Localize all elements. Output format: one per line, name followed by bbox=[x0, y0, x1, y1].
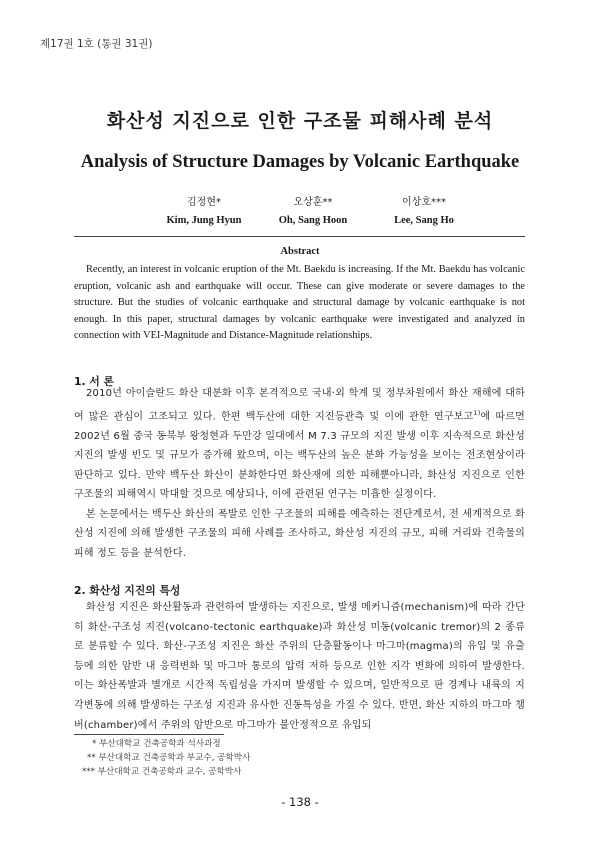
section-2-paragraph-1: 화산성 지진은 화산활동과 관련하여 발생하는 지진으로, 발생 메커니즘(mechanism)에 따라 간단히 화산-구조성 지진(volcano-tectonic earthquake)과 화산성 미동(volcanic tremor)의 2 종류로 분류할 수 있다. 화산-구조성 지진은 화산 주위의 단층활동이나 마그마(magma)의 유입 및 유출 등에 의한 암반 내 응력변화 및 마그마 통로의 압력 저하 등으로 인한 지각 변화에 의하여 발생한다. 이는 화산폭발과 별개로 시간적 독립성을 가지며 발생할 수 있으며, 일반적으로 판 경계나 내륙의 지각변동에 의해 발생하는 구조성 지진과 유사한 진동특성을 가질 수 있다. 반면, 화산 지하의 마그마 챔버(chamber)에서 주위의 암반으로 마그마가 불안정적으로 유입되 bbox=[74, 602, 525, 731]
section-2-body bbox=[74, 598, 525, 735]
section-1-title: 1. 서 론 bbox=[74, 375, 114, 388]
footnote-1: * 부산대학교 건축공학과 석사과정 bbox=[92, 739, 221, 749]
title-divider bbox=[74, 236, 525, 237]
footnote-2: ** 부산대학교 건축공학과 부교수, 공학박사 bbox=[87, 752, 251, 763]
paper-title-korean: 화산성 지진으로 인한 구조물 피해사례 분석 bbox=[106, 110, 494, 132]
footnotes bbox=[84, 738, 250, 779]
journal-header: 제17권 1호 (통권 31권) bbox=[40, 38, 153, 50]
section-1-body bbox=[74, 384, 525, 564]
footnote-divider bbox=[74, 734, 224, 735]
author-name-korean: 김정현* bbox=[187, 197, 221, 208]
author-name-english: Lee, Sang Ho bbox=[394, 215, 454, 226]
section-1-paragraph-2: 본 논문에서는 백두산 화산의 폭발로 인한 구조물의 피해를 예측하는 전단계로서, 전 세계적으로 화산성 지진에 의해 발생한 구조물의 피해 사례를 조사하고, 화산성 지진의 규모, 피해 거리와 건축물의 피해 정도 등을 분석한다. bbox=[74, 508, 525, 560]
section-1-paragraph-1 bbox=[74, 384, 525, 505]
author-name-english: Oh, Sang Hoon bbox=[278, 215, 348, 226]
abstract-heading: Abstract bbox=[280, 246, 320, 257]
abstract-text: Recently, an interest in volcanic eruption of the Mt. Baekdu is increasing. If the Mt. Baekdu has volcanic eruption, volcanic ash and earthquake will occur. These can give moderate or severe damages to the structure. But the studies of volcanic earthquake and structural damage by volcanic earthquake is not enough. In this paper, structural damages by volcanic earthquake were investigated and analyzed in connection with VEI-Magnitude and Distance-Magnitude relationships. bbox=[74, 264, 525, 342]
page-number: - 138 - bbox=[281, 795, 319, 809]
author-name-korean: 오상훈** bbox=[293, 197, 333, 208]
section-2-title: 2. 화산성 지진의 특성 bbox=[74, 584, 181, 597]
paper-title-english: Analysis of Structure Damages by Volcanic Earthquake bbox=[80, 152, 520, 172]
reference-superscript: 1) bbox=[473, 408, 481, 417]
author-name-english: Kim, Jung Hyun bbox=[166, 215, 242, 226]
author-3 bbox=[354, 194, 494, 230]
paragraph-text: 2010년 아이슬란드 화산 대분화 이후 본격적으로 국내·외 학계 및 정부차원에서 화산 재해에 대하여 많은 관심이 고조되고 있다. 한편 백두산에 대한 지진등관측 및 이에 관한 연구보고 bbox=[74, 388, 525, 422]
paragraph-text: 에 따르면 2002년 6월 중국 동북부 왕청현과 두만강 일대에서 M 7.3 규모의 지진 발생 이후 지속적으로 화산성 지진의 발생 빈도 및 규모가 증가해 왔으며, 이는 백두산의 높은 분화 가능성을 보이는 전조현상이라 판단하고 있다. 만약 백두산 화산이 분화한다면 화산재에 의한 피해뿐아니라, 화산성 지진으로 인한 구조물의 피해역시 막대할 것으로 예상되나, 이에 관련된 연구는 미흡한 실정이다. bbox=[74, 410, 525, 501]
footnote-3: *** 부산대학교 건축공학과 교수, 공학박사 bbox=[82, 766, 242, 777]
author-name-korean: 이상호*** bbox=[402, 197, 446, 208]
